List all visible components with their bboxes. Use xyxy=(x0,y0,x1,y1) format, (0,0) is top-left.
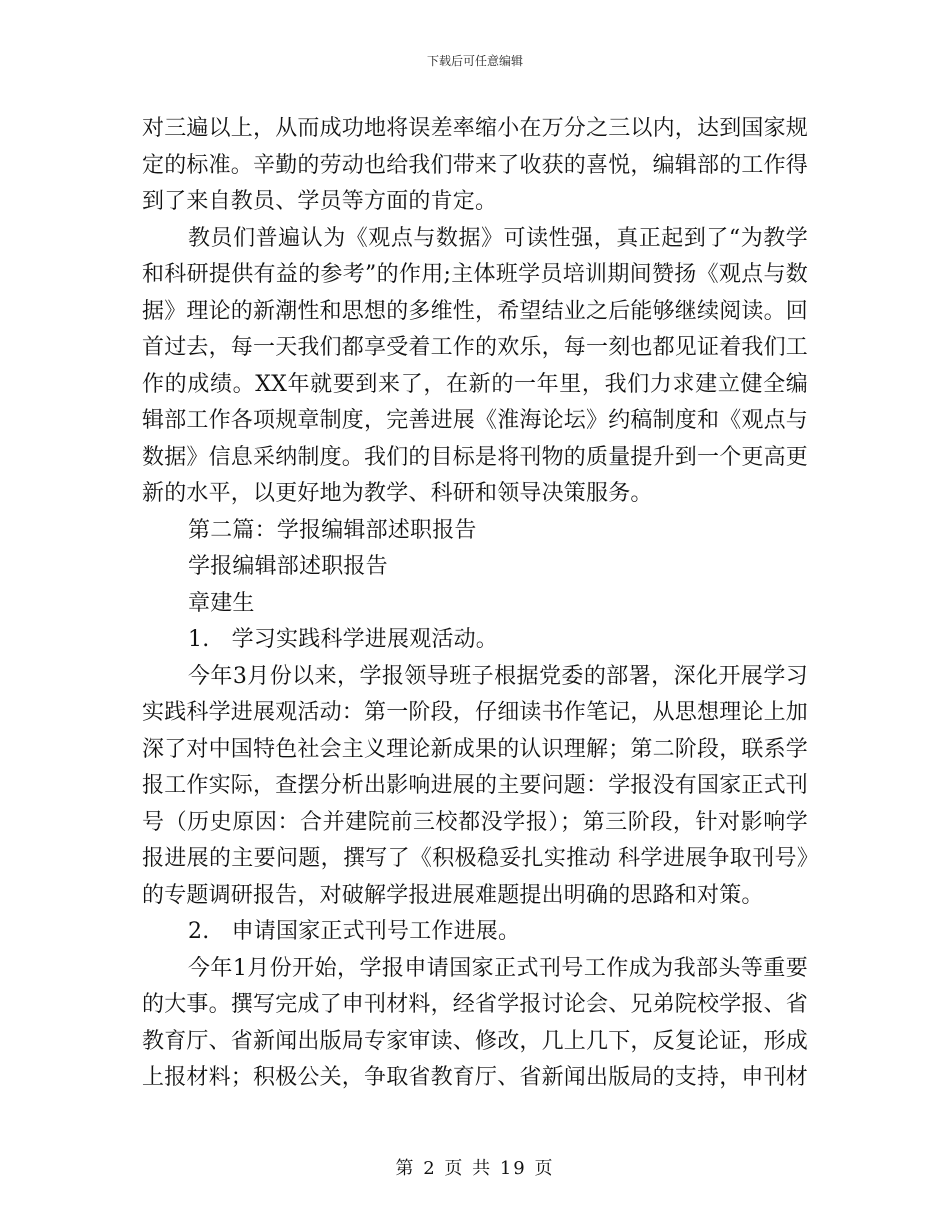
paragraph-continuation: 对三遍以上，从而成功地将误差率缩小在万分之三以内，达到国家规定的标准。辛勤的劳动也给我们带来了收获的喜悦，编辑部的工作得到了来自教员、学员等方面的肯定。 xyxy=(142,116,809,214)
author-name: 章建生 xyxy=(188,590,255,616)
page-footer: 第 2 页 共 19 页 xyxy=(395,1158,555,1179)
item-heading-1: 1. 学习实践科学进展观活动。 xyxy=(188,627,498,652)
document-body xyxy=(142,111,808,1097)
paragraph-study-activity: 今年3月份以来，学报领导班子根据党委的部署，深化开展学习实践科学进展观活动：第一阶段，仔细读书作笔记，从思想理论上加深了对中国特色社会主义理论新成果的认识理解；第二阶段，联系学报工作实际，查摆分析出影响进展的主要问题：学报没有国家正式刊号（历史原因：合并建院前三校都没学报）；第三阶段，针对影响学报进展的主要问题，撰写了《积极稳妥扎实推动 科学进展争取刊号》的专题调研报告，对破解学报进展难题提出明确的思路和对策。 xyxy=(142,663,809,908)
paragraph-journal-application: 今年1月份开始，学报申请国家正式刊号工作成为我部头等重要的大事。撰写完成了申刊材料，经省学报讨论会、兄弟院校学报、省教育厅、省新闻出版局专家审读、修改，几上几下，反复论证，形成上报材料；积极公关，争取省教育厅、省新闻出版局的支持，申刊材 xyxy=(142,955,809,1090)
item-heading-2: 2. 申请国家正式刊号工作进展。 xyxy=(188,919,521,944)
section-heading: 第二篇：学报编辑部述职报告 xyxy=(188,517,477,543)
paragraph-feedback: 教员们普遍认为《观点与数据》可读性强，真正起到了“为教学和科研提供有益的参考”的作用;主体班学员培训期间赞扬《观点与数据》理论的新潮性和思想的多维性，希望结业之后能够继续阅读。回首过去，每一天我们都享受着工作的欢乐，每一刻也都见证着我们工作的成绩。XX年就要到来了，在新的一年里，我们力求建立健全编辑部工作各项规章制度，完善进展《淮海论坛》约稿制度和《观点与数据》信息采纳制度。我们的目标是将刊物的质量提升到一个更高更新的水平，以更好地为教学、科研和领导决策服务。 xyxy=(142,225,809,506)
page-header: 下载后可任意编辑 xyxy=(426,54,523,68)
report-title: 学报编辑部述职报告 xyxy=(188,554,388,579)
